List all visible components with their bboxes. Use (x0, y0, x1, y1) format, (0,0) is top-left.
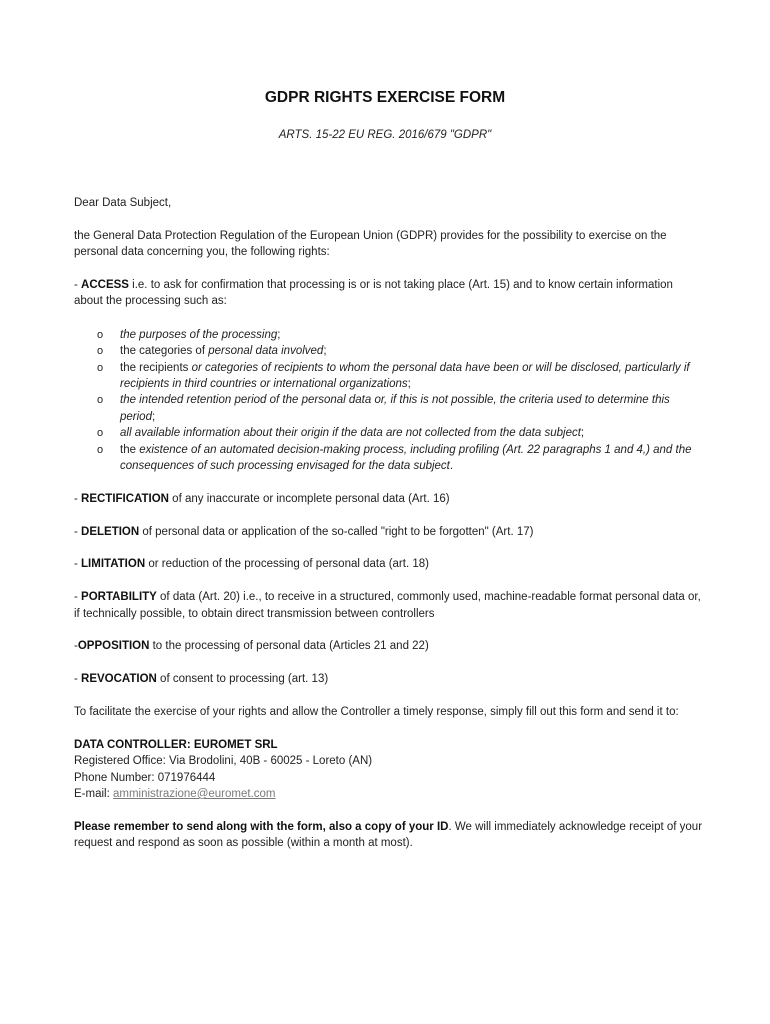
controller-block (74, 737, 704, 803)
right-revocation: - REVOCATION of consent to processing (art. 13) (74, 673, 329, 686)
greeting: Dear Data Subject, (74, 197, 172, 209)
bullet-icon: o (97, 361, 104, 374)
page-title: GDPR RIGHTS EXERCISE FORM (264, 89, 506, 106)
right-label-limitation: LIMITATION (81, 558, 146, 571)
right-label-rectification: RECTIFICATION (81, 492, 169, 505)
right-label-deletion: DELETION (81, 525, 140, 538)
controller-email: E-mail: amministrazione@euromet.com (74, 788, 276, 801)
facilitate-paragraph: To facilitate the exercise of your rights and allow the Controller a timely response, simply fill out this form and send it to: (74, 706, 679, 719)
right-portability: - PORTABILITY of data (Art. 20) i.e., to receive in a structured, commonly used, machine-readable format personal data or, if technically possible, to obtain direct transmission between controllers (74, 591, 701, 620)
list-item: o the recipients or categories of recipients to whom the personal data have been or will be disclosed, particularly if recipients in third countries or international organizations; (97, 361, 690, 391)
right-rectification: - RECTIFICATION of any inaccurate or incomplete personal data (Art. 16) (74, 492, 450, 505)
controller-phone: Phone Number: 071976444 (74, 771, 216, 784)
email-link[interactable]: amministrazione@euromet.com (112, 788, 276, 801)
controller-heading: DATA CONTROLLER: EUROMET SRL (74, 738, 278, 751)
reminder-paragraph: Please remember to send along with the form, also a copy of your ID. We will immediately acknowledge receipt of your request and respond as soon as possible (within a month at most). (74, 820, 703, 850)
list-item: o the purposes of the processing; (74, 327, 704, 343)
list-item: o the intended retention period of the personal data or, if this is not possible, the criteria used to determine this period; (97, 394, 670, 423)
right-opposition: -OPPOSITION to the processing of personal data (Articles 21 and 22) (74, 640, 429, 653)
right-limitation: - LIMITATION or reduction of the processing of personal data (art. 18) (74, 558, 429, 571)
document-body (74, 195, 704, 868)
list-item: o all available information about their origin if the data are not collected from the data subject; (74, 425, 704, 441)
right-label-access: ACCESS (81, 279, 129, 291)
bullet-icon: o (97, 427, 104, 440)
bullet-icon: o (97, 443, 104, 456)
list-item: o the categories of personal data involved; (74, 343, 704, 359)
right-deletion: - DELETION of personal data or application of the so-called "right to be forgotten" (Art. 17) (74, 525, 534, 538)
bullet-icon: o (97, 394, 104, 407)
bullet-icon: o (97, 328, 104, 341)
right-label-revocation: REVOCATION (81, 673, 157, 686)
controller-office: Registered Office: Via Brodolini, 40B - 60025 - Loreto (AN) (74, 755, 373, 768)
right-access: - ACCESS i.e. to ask for confirmation that processing is or is not taking place (Art. 15) and to know certain information about the processing such as: (74, 279, 673, 308)
intro-paragraph: the General Data Protection Regulation of the European Union (GDPR) provides for the possibility to exercise on the personal data concerning you, the following rights: (74, 229, 667, 259)
right-label-portability: PORTABILITY (81, 591, 157, 604)
access-items-list (74, 327, 704, 475)
page-subtitle: ARTS. 15-22 EU REG. 2016/679 "GDPR" (278, 129, 492, 141)
list-item: o the existence of an automated decision-making process, including profiling (Art. 22 paragraphs 1 and 4,) and the consequences of such processing envisaged for the data subject. (97, 443, 692, 473)
right-label-opposition: OPPOSITION (77, 640, 150, 653)
bullet-icon: o (97, 345, 104, 358)
